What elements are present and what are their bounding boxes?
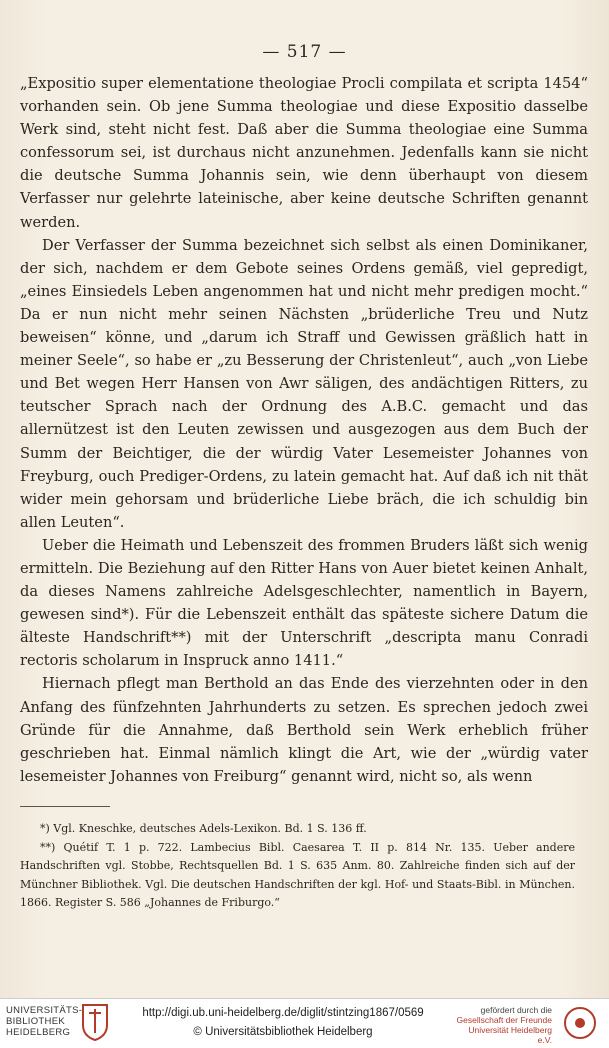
footnote-2: **) Quétif T. 1 p. 722. Lambecius Bibl. Caesarea T. II p. 814 Nr. 135. Ueber andere Handschriften vgl. Stobbe, Rechtsquellen Bd. 1 S. 635 Anm. 80. Zahlreiche finden sich auf der Münchner Bibliothek. Vgl. Die deutschen Handschriften der kgl. Hof- und Staats-Bibl. in München. 1866. Register S. 586 „Johannes de Friburgo.“ [20, 840, 575, 910]
library-name-line1: UNIVERSITÄTS- [6, 1005, 83, 1016]
funder-info [452, 1005, 552, 1045]
funder-name-line2: Universität Heidelberg e.V. [468, 1025, 552, 1045]
funded-by-label: gefördert durch die [480, 1005, 552, 1015]
paragraph-1: „Expositio super elementatione theologiae Procli compilata et scripta 1454“ vorhanden sein. Ob jene Summa theologiae und diese Expositio dasselbe Werk sind, steht nicht fest. Daß aber die Summa theologiae eine Summa confessorum sei, ist durchaus nicht anzunehmen. Jedenfalls kann sie nicht die deutsche Summa Johannis sein, wie denn überhaupt von diesem Verfasser nur gelehrte lateinische, aber keine deutsche Schriften genannt werden. [20, 75, 588, 231]
funder-logo-icon [560, 1005, 600, 1041]
copyright-text: © Universitätsbibliothek Heidelberg [193, 1026, 373, 1038]
main-text [20, 72, 588, 788]
footnote-1: *) Vgl. Kneschke, deutsches Adels-Lexikon. Bd. 1 S. 136 ff. [40, 822, 367, 835]
paragraph-2: Der Verfasser der Summa bezeichnet sich selbst als einen Dominikaner, der sich, nachdem er dem Gebote seines Ordens gemäß, viel gepredigt, „eines Einsiedels Leben angenommen hat und nicht mehr predigen mocht.“ Da er nun nicht mehr seinen Nächsten „brüderliche Treu und Nutz beweisen“ könne, und „darum ich Straff und Gewissen gräßlich hatt in meiner Seele“, so habe er „zu Besserung der Christenleut“, auch „von Liebe und Bet wegen Herr Hansen von Awr säligen, des andächtigen Ritters, zu teutscher Sprach nach der Ordnung des A.B.C. gemacht und das allernützest ist den Leuten zewissen und ausgezogen aus dem Buch der Summ der Beichtiger, die der würdig Vater Lesemeister Johannes von Freyburg, ouch Prediger-Ordens, zu latein gemacht hat. Auf daß ich nit thät wider mein gehorsam und brüderliche Liebe bräch, die ich schuldig bin allen Leuten“. [20, 236, 588, 531]
document-url-link[interactable]: http://digi.ub.uni-heidelberg.de/diglit/stintzing1867/0569 [142, 1007, 424, 1019]
paragraph-3: Ueber die Heimath und Lebenszeit des frommen Bruders läßt sich wenig ermitteln. Die Beziehung auf den Ritter Hans von Auer bietet keinen Anhalt, da dieses Namens zahlreiche Adelsgeschlechter, namentlich in Bayern, gewesen sind*). Für die Lebenszeit enthält das späteste sichere Datum die älteste Handschrift**) mit der Unterschrift „descripta manu Conradi rectoris scholarum in Inspruck anno 1411.“ [20, 536, 588, 670]
paragraph-4: Hiernach pflegt man Berthold an das Ende des vierzehnten oder in den Anfang des fünfzehnten Jahrhunderts zu setzen. Es sprechen jedoch zwei Gründe für die Annahme, daß Berthold sein Werk erheblich früher geschrieben hat. Einmal nämlich klingt die Art, wie der „würdig vater lesemeister Johannes von Freiburg“ genannt wird, nicht so, als wenn [20, 675, 588, 785]
footnote-divider [20, 806, 110, 807]
library-name-line2: BIBLIOTHEK [6, 1016, 65, 1027]
footer-bar [0, 998, 609, 1048]
funder-name-line1: Gesellschaft der Freunde [456, 1015, 552, 1025]
footnotes [20, 820, 575, 913]
library-crest-icon [80, 1003, 110, 1041]
library-name-line3: HEIDELBERG [6, 1027, 71, 1038]
page-number: — 517 — [262, 42, 347, 62]
